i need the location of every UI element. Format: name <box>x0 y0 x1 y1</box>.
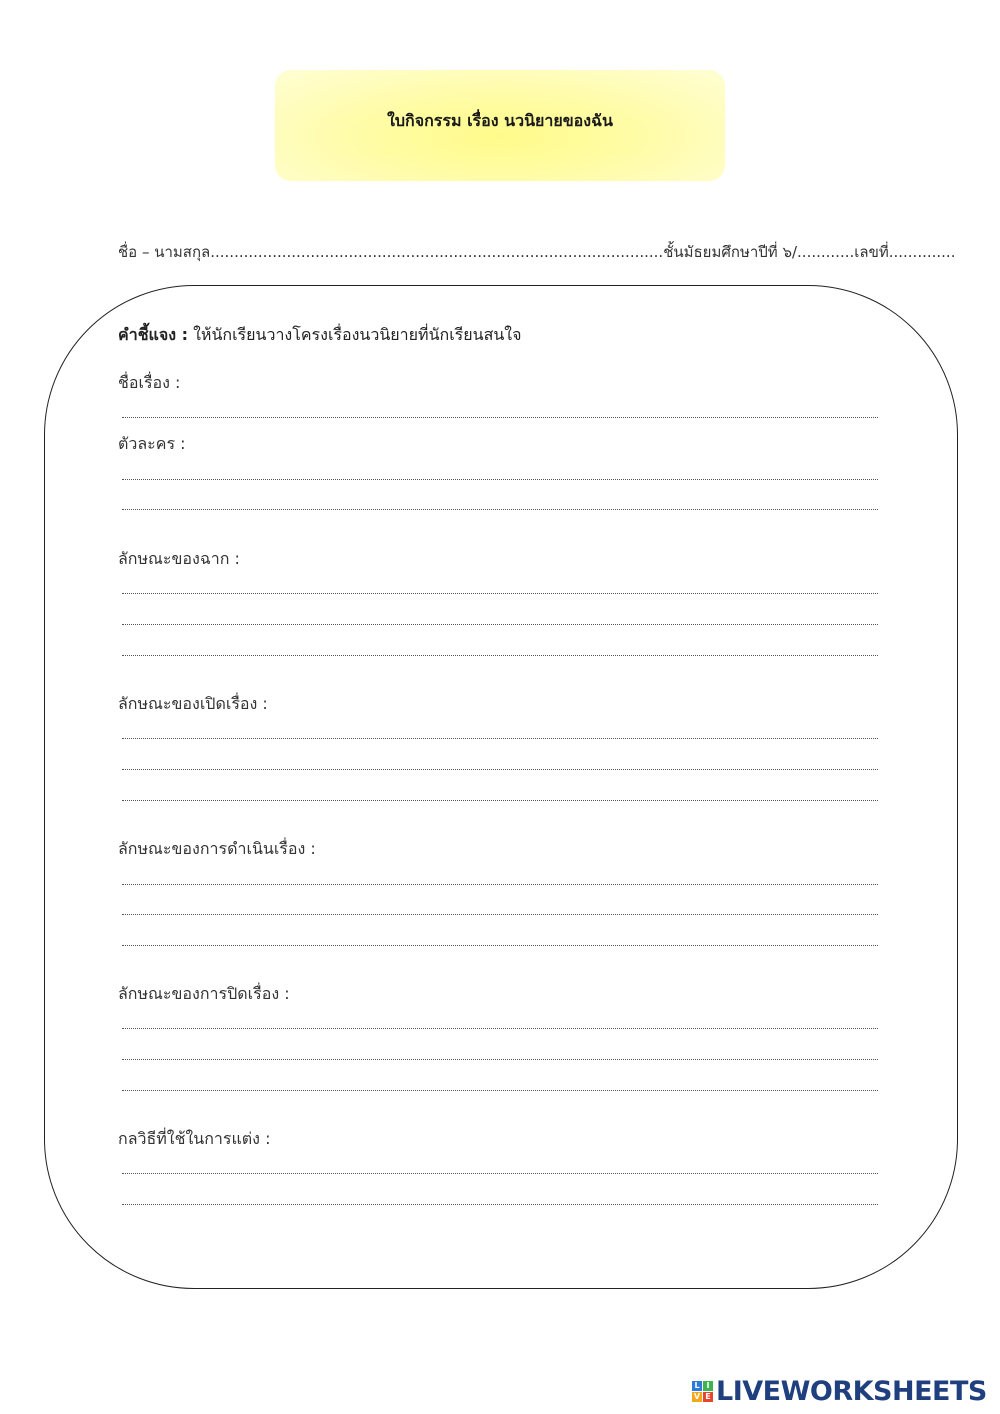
live-badge-icon <box>692 1381 713 1402</box>
instruction-text: ให้นักเรียนวางโครงเรื่องนวนิยายที่นักเรียนสนใจ <box>188 325 522 344</box>
ending-input-2[interactable] <box>122 1046 878 1060</box>
plot-input-3[interactable] <box>122 932 878 946</box>
number-field[interactable]: .............. <box>888 243 956 261</box>
class-label: ชั้นมัธยมศึกษาปีที่ ๖/ <box>663 243 798 261</box>
technique-label: กลวิธีที่ใช้ในการแต่ง : <box>118 1129 271 1148</box>
ending-label: ลักษณะของการปิดเรื่อง : <box>118 984 290 1003</box>
plot-input-2[interactable] <box>122 901 878 915</box>
opening-input-3[interactable] <box>122 787 878 801</box>
brand-name: LIVEWORKSHEETS <box>716 1376 987 1407</box>
logo-letter-i: I <box>703 1381 713 1391</box>
setting-input-1[interactable] <box>122 580 878 594</box>
name-field[interactable]: ............................................................................................... <box>210 243 664 261</box>
setting-input-2[interactable] <box>122 611 878 625</box>
logo-letter-v: V <box>693 1392 701 1401</box>
story-title-input-1[interactable] <box>122 404 878 418</box>
setting-input-3[interactable] <box>122 642 878 656</box>
page-title: ใบกิจกรรม เรื่อง นวนิยายของฉัน <box>387 111 613 130</box>
opening-input-2[interactable] <box>122 756 878 770</box>
plot-label: ลักษณะของการดำเนินเรื่อง : <box>118 839 316 858</box>
opening-label: ลักษณะของเปิดเรื่อง : <box>118 694 268 713</box>
instruction-label: คำชี้แจง : <box>118 325 189 344</box>
ending-input-1[interactable] <box>122 1015 878 1029</box>
ending-input-3[interactable] <box>122 1077 878 1091</box>
plot-input-1[interactable] <box>122 871 878 885</box>
story-title-label: ชื่อเรื่อง : <box>118 373 181 392</box>
technique-input-1[interactable] <box>122 1160 878 1174</box>
characters-label: ตัวละคร : <box>118 434 186 453</box>
logo-letter-e: E <box>703 1392 713 1402</box>
technique-input-2[interactable] <box>122 1191 878 1205</box>
characters-input-2[interactable] <box>122 496 878 510</box>
logo-letter-l: L <box>692 1381 702 1391</box>
setting-label: ลักษณะของฉาก : <box>118 549 240 568</box>
name-label: ชื่อ – นามสกุล <box>118 243 211 261</box>
title-banner <box>275 70 725 181</box>
liveworksheets-logo <box>692 1376 987 1407</box>
number-label: เลขที่ <box>854 243 889 261</box>
characters-input-1[interactable] <box>122 466 878 480</box>
class-field[interactable]: ............ <box>797 243 855 261</box>
opening-input-1[interactable] <box>122 725 878 739</box>
student-info-line <box>118 240 956 264</box>
instruction <box>118 323 521 348</box>
